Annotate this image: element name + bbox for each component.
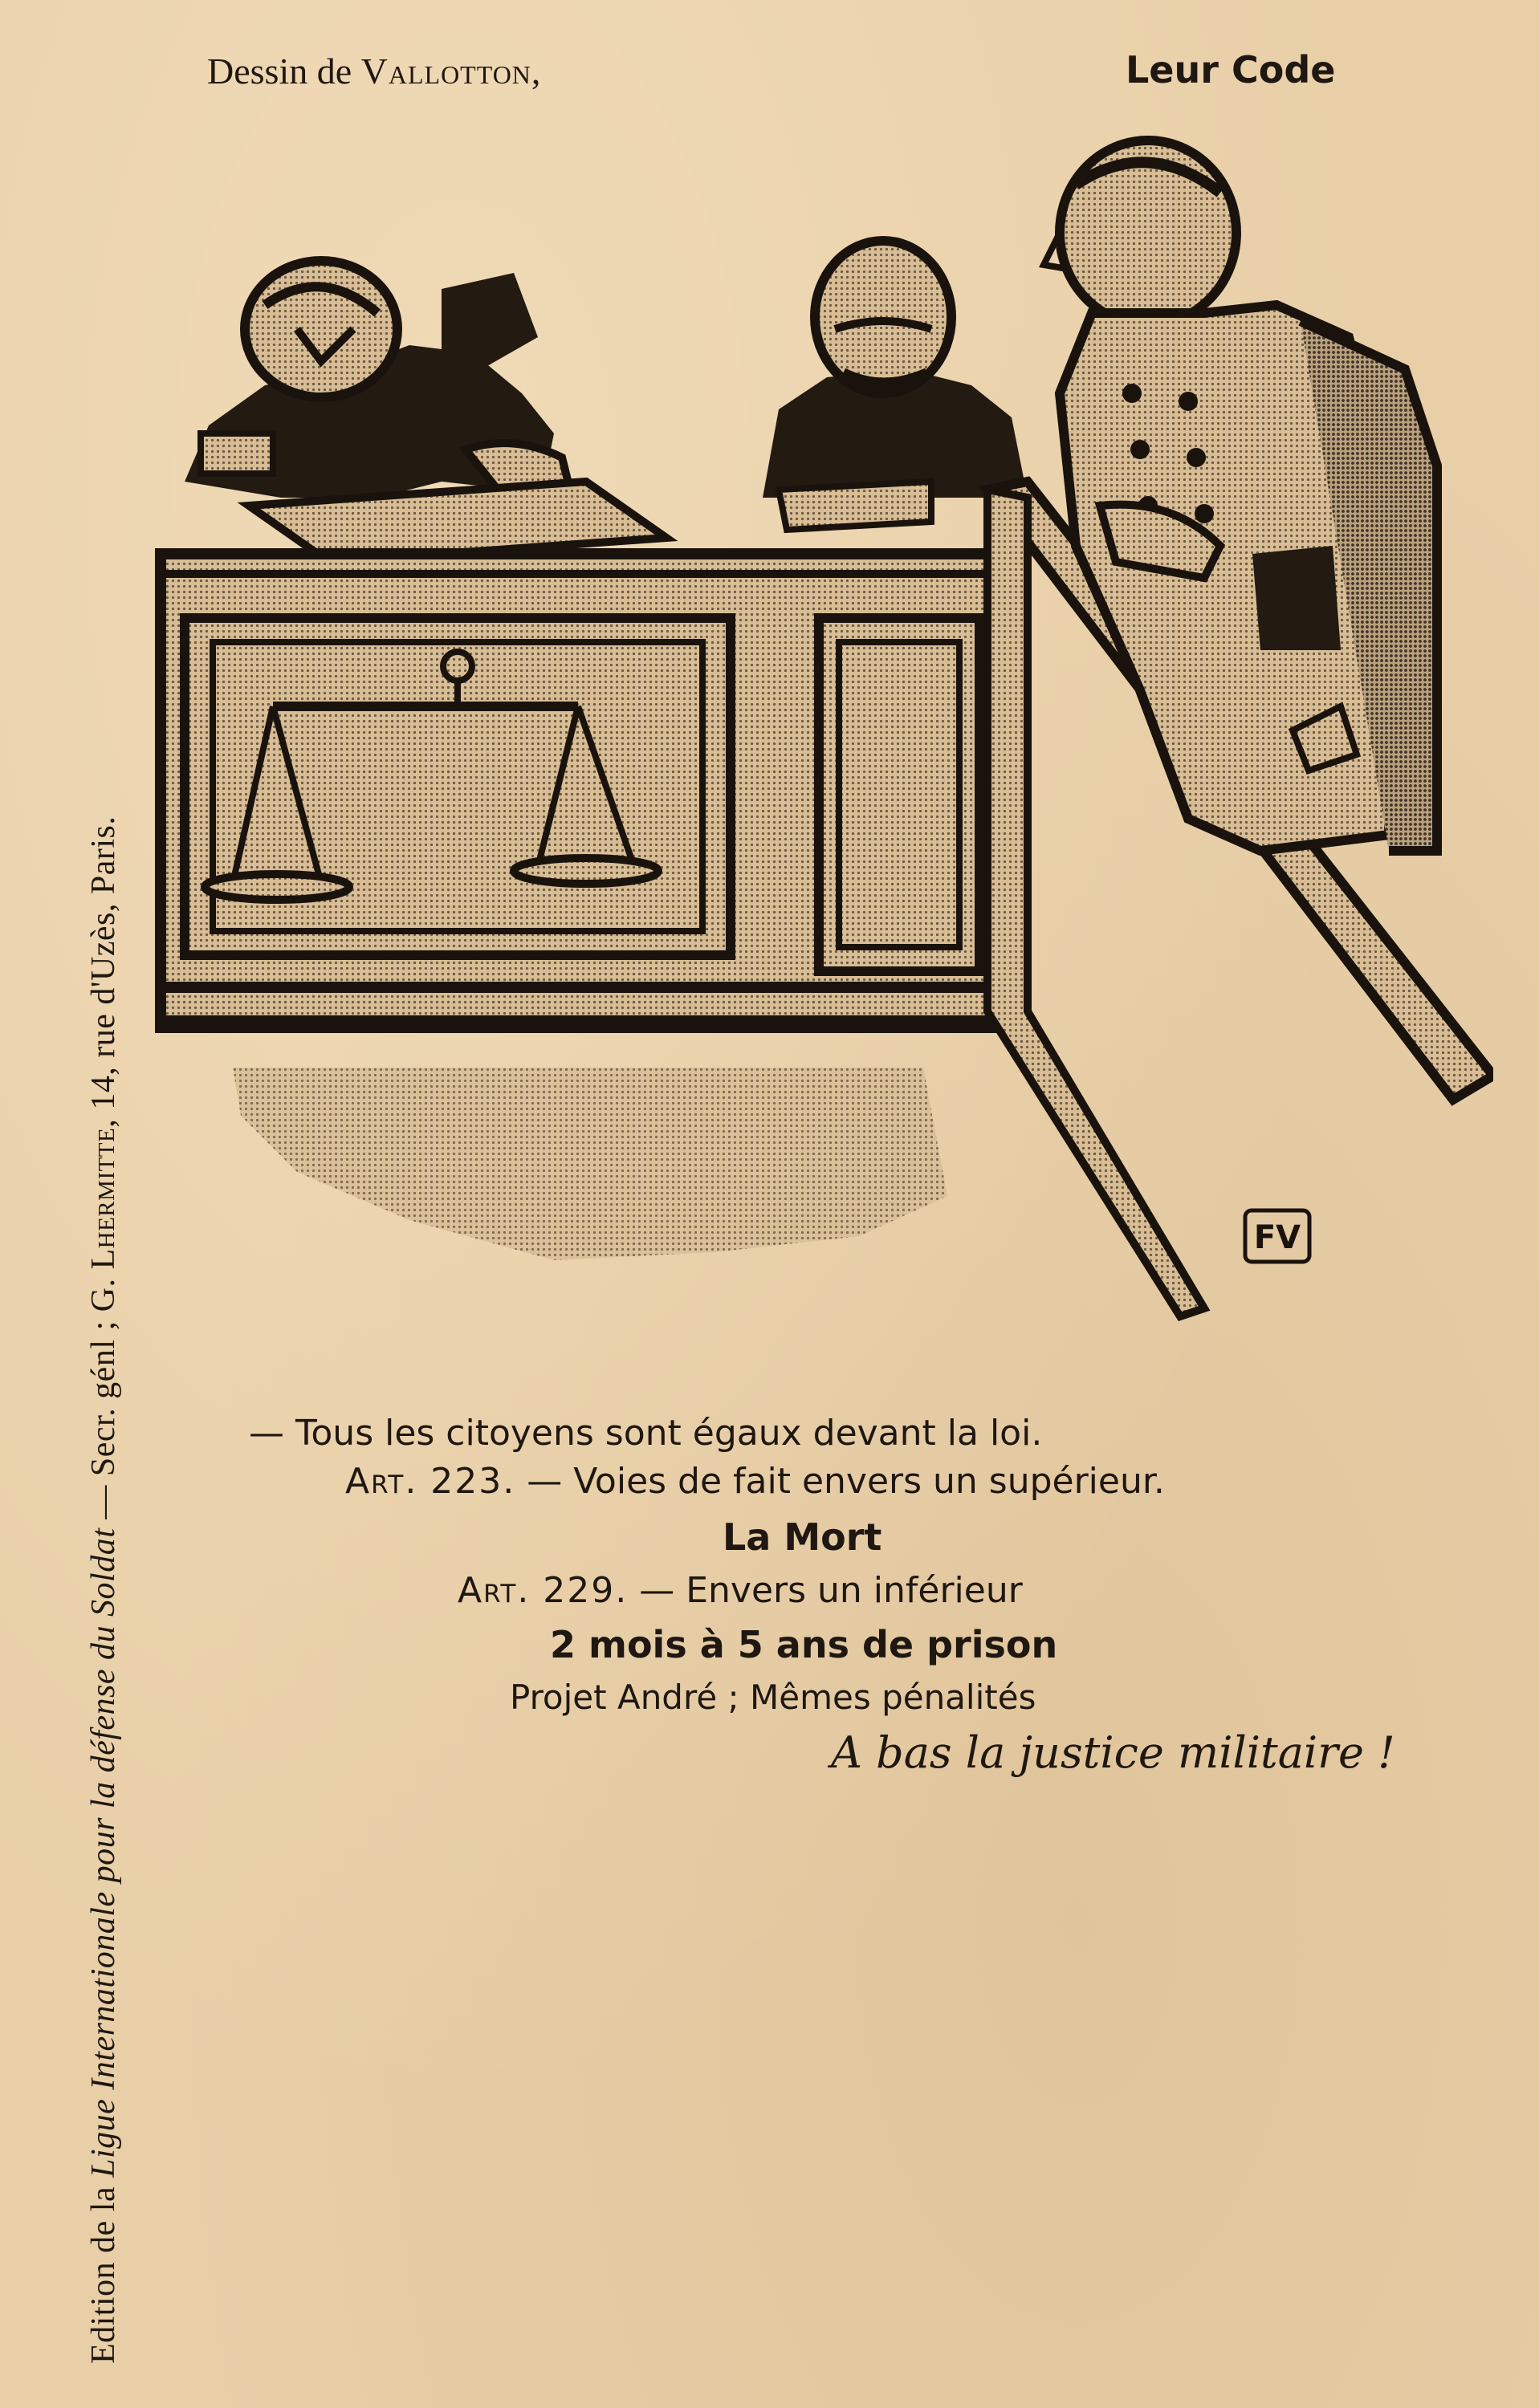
publisher-secretary-name: Lhermitte <box>85 1127 122 1270</box>
caption-article-229 <box>458 1570 1023 1611</box>
bench <box>161 554 995 1027</box>
credit-artist-name: Vallotton, <box>360 51 542 92</box>
papers-center <box>779 482 931 530</box>
publisher-address: , 14, rue d'Uzès, Paris. <box>85 816 122 1128</box>
article-229-text: — Envers un inférieur <box>628 1570 1023 1611</box>
publisher-part-1: Edition de la <box>85 2177 122 2364</box>
monogram-text: FV <box>1253 1219 1301 1256</box>
article-223-text: — Voies de fait envers un supérieur. <box>515 1461 1165 1502</box>
floor-shadow <box>233 1068 947 1260</box>
publisher-line <box>84 52 123 2364</box>
publisher-league-name: Ligue Internationale pour la défense du Soldat <box>85 1527 122 2178</box>
artist-monogram <box>1243 1208 1312 1264</box>
caption-prison-term: 2 mois à 5 ans de prison <box>550 1623 1058 1666</box>
accused-soldier <box>1044 140 1437 851</box>
card-title: Leur Code <box>1126 48 1336 92</box>
judge-center <box>763 241 1028 498</box>
article-229-label: Art. 229. <box>458 1570 629 1611</box>
judge-left <box>185 261 570 498</box>
publisher-part-3: — Secr. génl ; G. <box>85 1269 122 1528</box>
article-223-label: Art. 223. <box>345 1461 516 1502</box>
caption-projet-andre: Projet André ; Mêmes pénalités <box>510 1678 1036 1717</box>
credit-prefix: Dessin de <box>207 51 361 92</box>
caption-slogan: A bas la justice militaire ! <box>831 1727 1395 1778</box>
caption-article-223 <box>345 1461 1165 1502</box>
caption-equality-line: — Tous les citoyens sont égaux devant la loi. <box>249 1413 1043 1454</box>
artist-credit <box>207 50 541 92</box>
caption-death-penalty: La Mort <box>723 1515 882 1559</box>
